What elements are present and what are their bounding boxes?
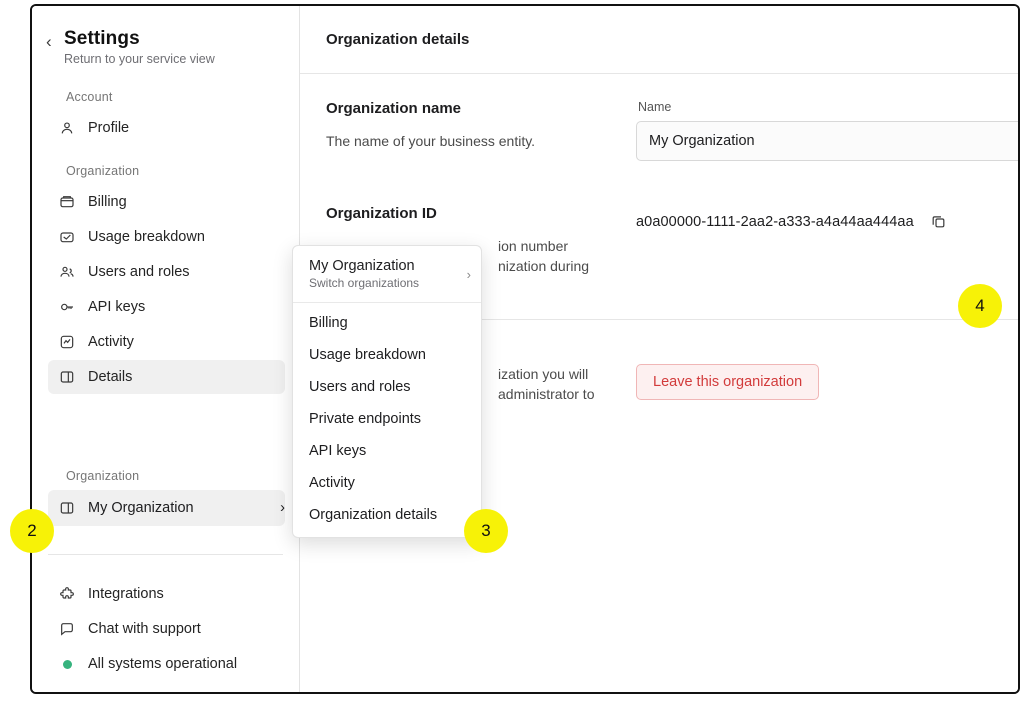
sidebar-item-label: Details bbox=[88, 369, 133, 385]
organization-name-description: The name of your business entity. bbox=[326, 133, 536, 149]
copy-icon[interactable] bbox=[930, 213, 947, 230]
page-title: Settings bbox=[64, 28, 140, 49]
users-icon bbox=[58, 263, 76, 281]
organization-id-description-line1: ion number bbox=[498, 238, 569, 254]
organization-name-input[interactable] bbox=[636, 121, 1018, 161]
app-window bbox=[30, 4, 1020, 694]
user-icon bbox=[58, 119, 76, 137]
main-header-title: Organization details bbox=[326, 31, 470, 48]
sidebar-item-label: Users and roles bbox=[88, 264, 190, 280]
sidebar-item-details[interactable] bbox=[48, 360, 285, 394]
sidebar-divider bbox=[48, 554, 283, 555]
organization-name-field bbox=[636, 100, 1018, 161]
popup-switch-organizations[interactable] bbox=[293, 252, 481, 300]
sidebar-item-api-keys[interactable] bbox=[48, 290, 285, 324]
sidebar bbox=[32, 6, 300, 692]
organization-name-row bbox=[300, 74, 1018, 161]
sidebar-item-users-and-roles[interactable] bbox=[48, 255, 285, 289]
sidebar-item-label: Activity bbox=[88, 334, 134, 350]
leave-organization-description-line2: administrator to bbox=[498, 385, 595, 402]
sidebar-item-chat-with-support[interactable] bbox=[48, 612, 285, 646]
popup-item-api-keys[interactable]: API keys bbox=[309, 443, 367, 459]
status-dot-icon bbox=[58, 655, 76, 673]
chevron-left-icon[interactable]: ‹ bbox=[46, 32, 52, 51]
sidebar-item-label: Usage breakdown bbox=[88, 229, 205, 245]
chevron-right-icon: › bbox=[280, 500, 285, 516]
leave-organization-button[interactable]: Leave this organization bbox=[636, 364, 819, 400]
organization-id-title: Organization ID bbox=[326, 205, 437, 222]
annotation-badge-3: 3 bbox=[464, 509, 508, 553]
organization-name-info bbox=[326, 100, 636, 161]
sidebar-item-profile[interactable] bbox=[48, 111, 285, 145]
popup-item-private-endpoints[interactable]: Private endpoints bbox=[309, 411, 422, 427]
popup-item-users-and-roles[interactable]: Users and roles bbox=[309, 379, 411, 395]
activity-icon bbox=[58, 333, 76, 351]
section-label-account: Account bbox=[66, 90, 113, 104]
key-icon bbox=[58, 298, 76, 316]
popup-divider bbox=[293, 302, 481, 303]
popup-item-usage-breakdown[interactable]: Usage breakdown bbox=[309, 347, 426, 363]
sidebar-item-activity[interactable] bbox=[48, 325, 285, 359]
popup-item-billing[interactable]: Billing bbox=[309, 315, 348, 331]
sidebar-item-system-status[interactable] bbox=[48, 647, 285, 681]
sidebar-item-label: Billing bbox=[88, 194, 127, 210]
sidebar-item-integrations[interactable] bbox=[48, 577, 285, 611]
section-label-organization-switcher: Organization bbox=[66, 469, 140, 483]
sidebar-bottom-nav bbox=[32, 576, 299, 682]
popup-item-activity[interactable]: Activity bbox=[309, 475, 355, 491]
main-header bbox=[300, 6, 1018, 74]
settings-header bbox=[32, 6, 299, 72]
sidebar-item-label: API keys bbox=[88, 299, 146, 315]
sidebar-item-billing[interactable] bbox=[48, 185, 285, 219]
organization-id-value-block bbox=[636, 205, 1018, 277]
annotation-badge-2: 2 bbox=[10, 509, 54, 553]
popup-org-subtitle: Switch organizations bbox=[309, 276, 420, 290]
org-switcher-label: My Organization bbox=[88, 500, 194, 516]
sidebar-item-label: All systems operational bbox=[88, 656, 238, 672]
chart-box-icon bbox=[58, 228, 76, 246]
chevron-right-icon: › bbox=[466, 266, 471, 282]
annotation-badge-4: 4 bbox=[958, 284, 1002, 328]
sidebar-item-label: Profile bbox=[88, 120, 130, 136]
organization-name-title: Organization name bbox=[326, 100, 462, 117]
organization-id-description-line2: nization during bbox=[498, 258, 590, 275]
sidebar-item-label: Integrations bbox=[88, 586, 164, 602]
organization-switcher-popup bbox=[292, 245, 482, 538]
name-input-label: Name bbox=[638, 100, 672, 114]
puzzle-icon bbox=[58, 585, 76, 603]
sidebar-item-label: Chat with support bbox=[88, 621, 201, 637]
section-label-organization: Organization bbox=[66, 164, 140, 178]
popup-item-organization-details[interactable]: Organization details bbox=[309, 507, 438, 523]
leave-organization-description-line1: ization you will bbox=[498, 365, 589, 382]
panel-icon bbox=[58, 368, 76, 386]
return-to-service-link[interactable]: Return to your service view bbox=[64, 52, 215, 66]
panel-icon bbox=[58, 499, 76, 517]
leave-organization-action bbox=[636, 364, 1018, 405]
sidebar-item-usage-breakdown[interactable] bbox=[48, 220, 285, 254]
sidebar-item-my-organization[interactable] bbox=[48, 490, 285, 526]
organization-id-value: a0a00000-1111-2aa2-a333-a4a44aa444aa bbox=[636, 213, 914, 230]
popup-org-name: My Organization bbox=[309, 258, 415, 274]
chat-icon bbox=[58, 620, 76, 638]
wallet-icon bbox=[58, 193, 76, 211]
